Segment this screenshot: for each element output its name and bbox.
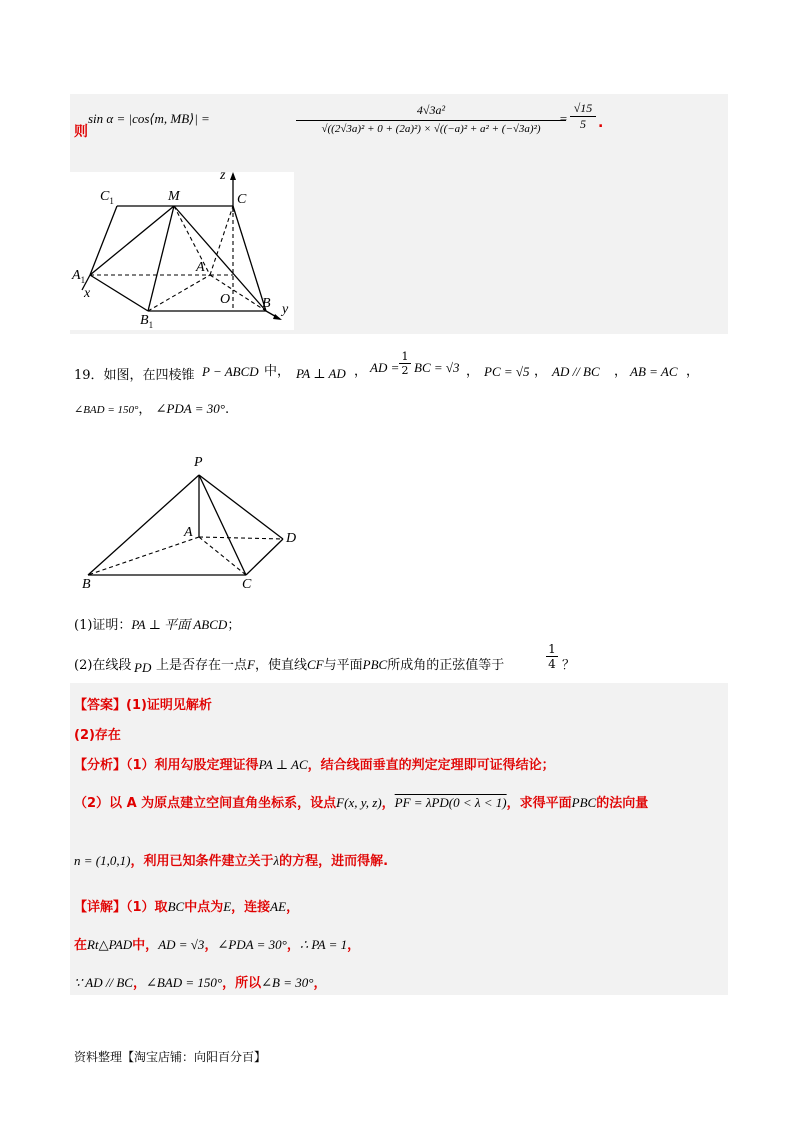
label-a1: $A_1$ — [72, 268, 86, 285]
label-pa: A — [184, 525, 193, 540]
q1-end: ； — [227, 618, 241, 633]
label-c: C — [237, 192, 247, 207]
answer-line-1: 【答案】(1)证明见解析 — [74, 698, 212, 713]
analysis-line-2: （2）以 A 为原点建立空间直角坐标系，设点F(x, y, z)，PF = λPD(0 < λ < 1)，求得平面PBC的法向量 — [74, 795, 649, 811]
problem-comma2: ， — [466, 364, 480, 379]
label-c1: $C_1$ — [100, 189, 114, 206]
q2-pd: PD — [134, 660, 152, 675]
problem-number: 19．如图，在四棱锥 — [74, 368, 195, 383]
formula-result-num: √15 — [573, 101, 593, 115]
problem-cond2-lhs: AD = — [370, 360, 400, 375]
analysis-line-3: n = (1,0,1)，利用已知条件建立关于λ的方程，进而得解. — [74, 853, 389, 869]
question-2 — [74, 642, 714, 678]
label-p: P — [194, 455, 203, 470]
q2-prefix: (2)在线段 — [74, 658, 132, 673]
problem-cond1: PA ⊥ AD — [296, 366, 346, 381]
problem-cond3: PC = √5 — [484, 364, 530, 379]
problem-cond5: AB = AC — [630, 364, 678, 379]
figure-pyramid — [78, 455, 308, 595]
problem-period: . — [224, 402, 230, 417]
pyramid-diagram — [78, 455, 308, 595]
formula-numerator: 4√3a² — [416, 103, 446, 117]
label-y: y — [282, 302, 289, 317]
problem-cond2-num: 1 — [401, 350, 409, 363]
label-b1: $B_1$ — [140, 313, 154, 330]
formula-end: . — [598, 115, 604, 131]
label-m: M — [168, 189, 180, 204]
answer-line-2: (2)存在 — [74, 728, 121, 743]
label-z: z — [220, 168, 226, 183]
problem-comma4: ， — [614, 364, 628, 379]
problem-zhong: 中， — [264, 364, 291, 379]
figure-prism — [70, 168, 294, 330]
problem-comma3: ， — [534, 364, 548, 379]
label-pc: C — [242, 577, 252, 592]
problem-comma5: ， — [686, 364, 700, 379]
detail-line-2: 在Rt△PAD中，AD = √3，∠PDA = 30°，∴ PA = 1， — [74, 937, 361, 953]
problem-line-1 — [74, 350, 724, 388]
detail-line-3: ∵ AD // BC，∠BAD = 150°，所以∠B = 30°， — [74, 975, 327, 991]
detail-line-1: 【详解】（1）取BC中点为E，连接AE， — [74, 899, 300, 915]
problem-cond6: ∠BAD = 150° — [74, 404, 139, 416]
label-b: B — [262, 296, 271, 311]
q2-end: ？ — [562, 658, 576, 673]
problem-cond7: ∠PDA = 30° — [155, 401, 225, 416]
q1-prefix: (1)证明： — [74, 618, 132, 633]
analysis-line-1: 【分析】（1）利用勾股定理证得PA ⊥ AC，结合线面垂直的判定定理即可证得结论； — [74, 757, 555, 773]
problem-cond2-rhs: BC = √3 — [414, 360, 460, 375]
formula-fraction — [296, 103, 566, 135]
formula-result-den: 5 — [580, 117, 586, 131]
q2-mid: 上是否存在一点F，使直线CF与平面PBC所成角的正弦值等于 — [156, 657, 505, 673]
problem-cond2-den: 2 — [401, 364, 409, 377]
problem-cond2-frac — [399, 350, 411, 377]
page-footer: 资料整理【淘宝店铺：向阳百分百】 — [74, 1050, 267, 1064]
formula-eq: = — [559, 111, 568, 126]
formula-lhs: sin α = |cos⟨m, MB⟩| = — [88, 111, 210, 126]
label-a: A — [196, 260, 205, 275]
formula-denominator: √((2√3a)² + 0 + (2a)²) × √((−a)² + a² + (−√3a)²) — [321, 123, 541, 135]
problem-comma1: ， — [354, 364, 368, 379]
formula-result — [570, 101, 596, 132]
q1-math: PA ⊥ 平面 ABCD — [131, 617, 228, 632]
label-pb: B — [82, 577, 91, 592]
label-d: D — [286, 531, 297, 546]
question-1 — [74, 614, 240, 633]
label-x: x — [84, 286, 91, 301]
problem-line-2 — [74, 398, 229, 417]
problem-comma6: ， — [138, 402, 152, 417]
problem-cond4: AD // BC — [552, 364, 600, 379]
problem-pyramid: P − ABCD — [202, 364, 259, 379]
formula-prefix: 则 — [74, 124, 88, 140]
label-o: O — [220, 292, 231, 307]
q2-frac: 1 4 — [546, 642, 558, 671]
